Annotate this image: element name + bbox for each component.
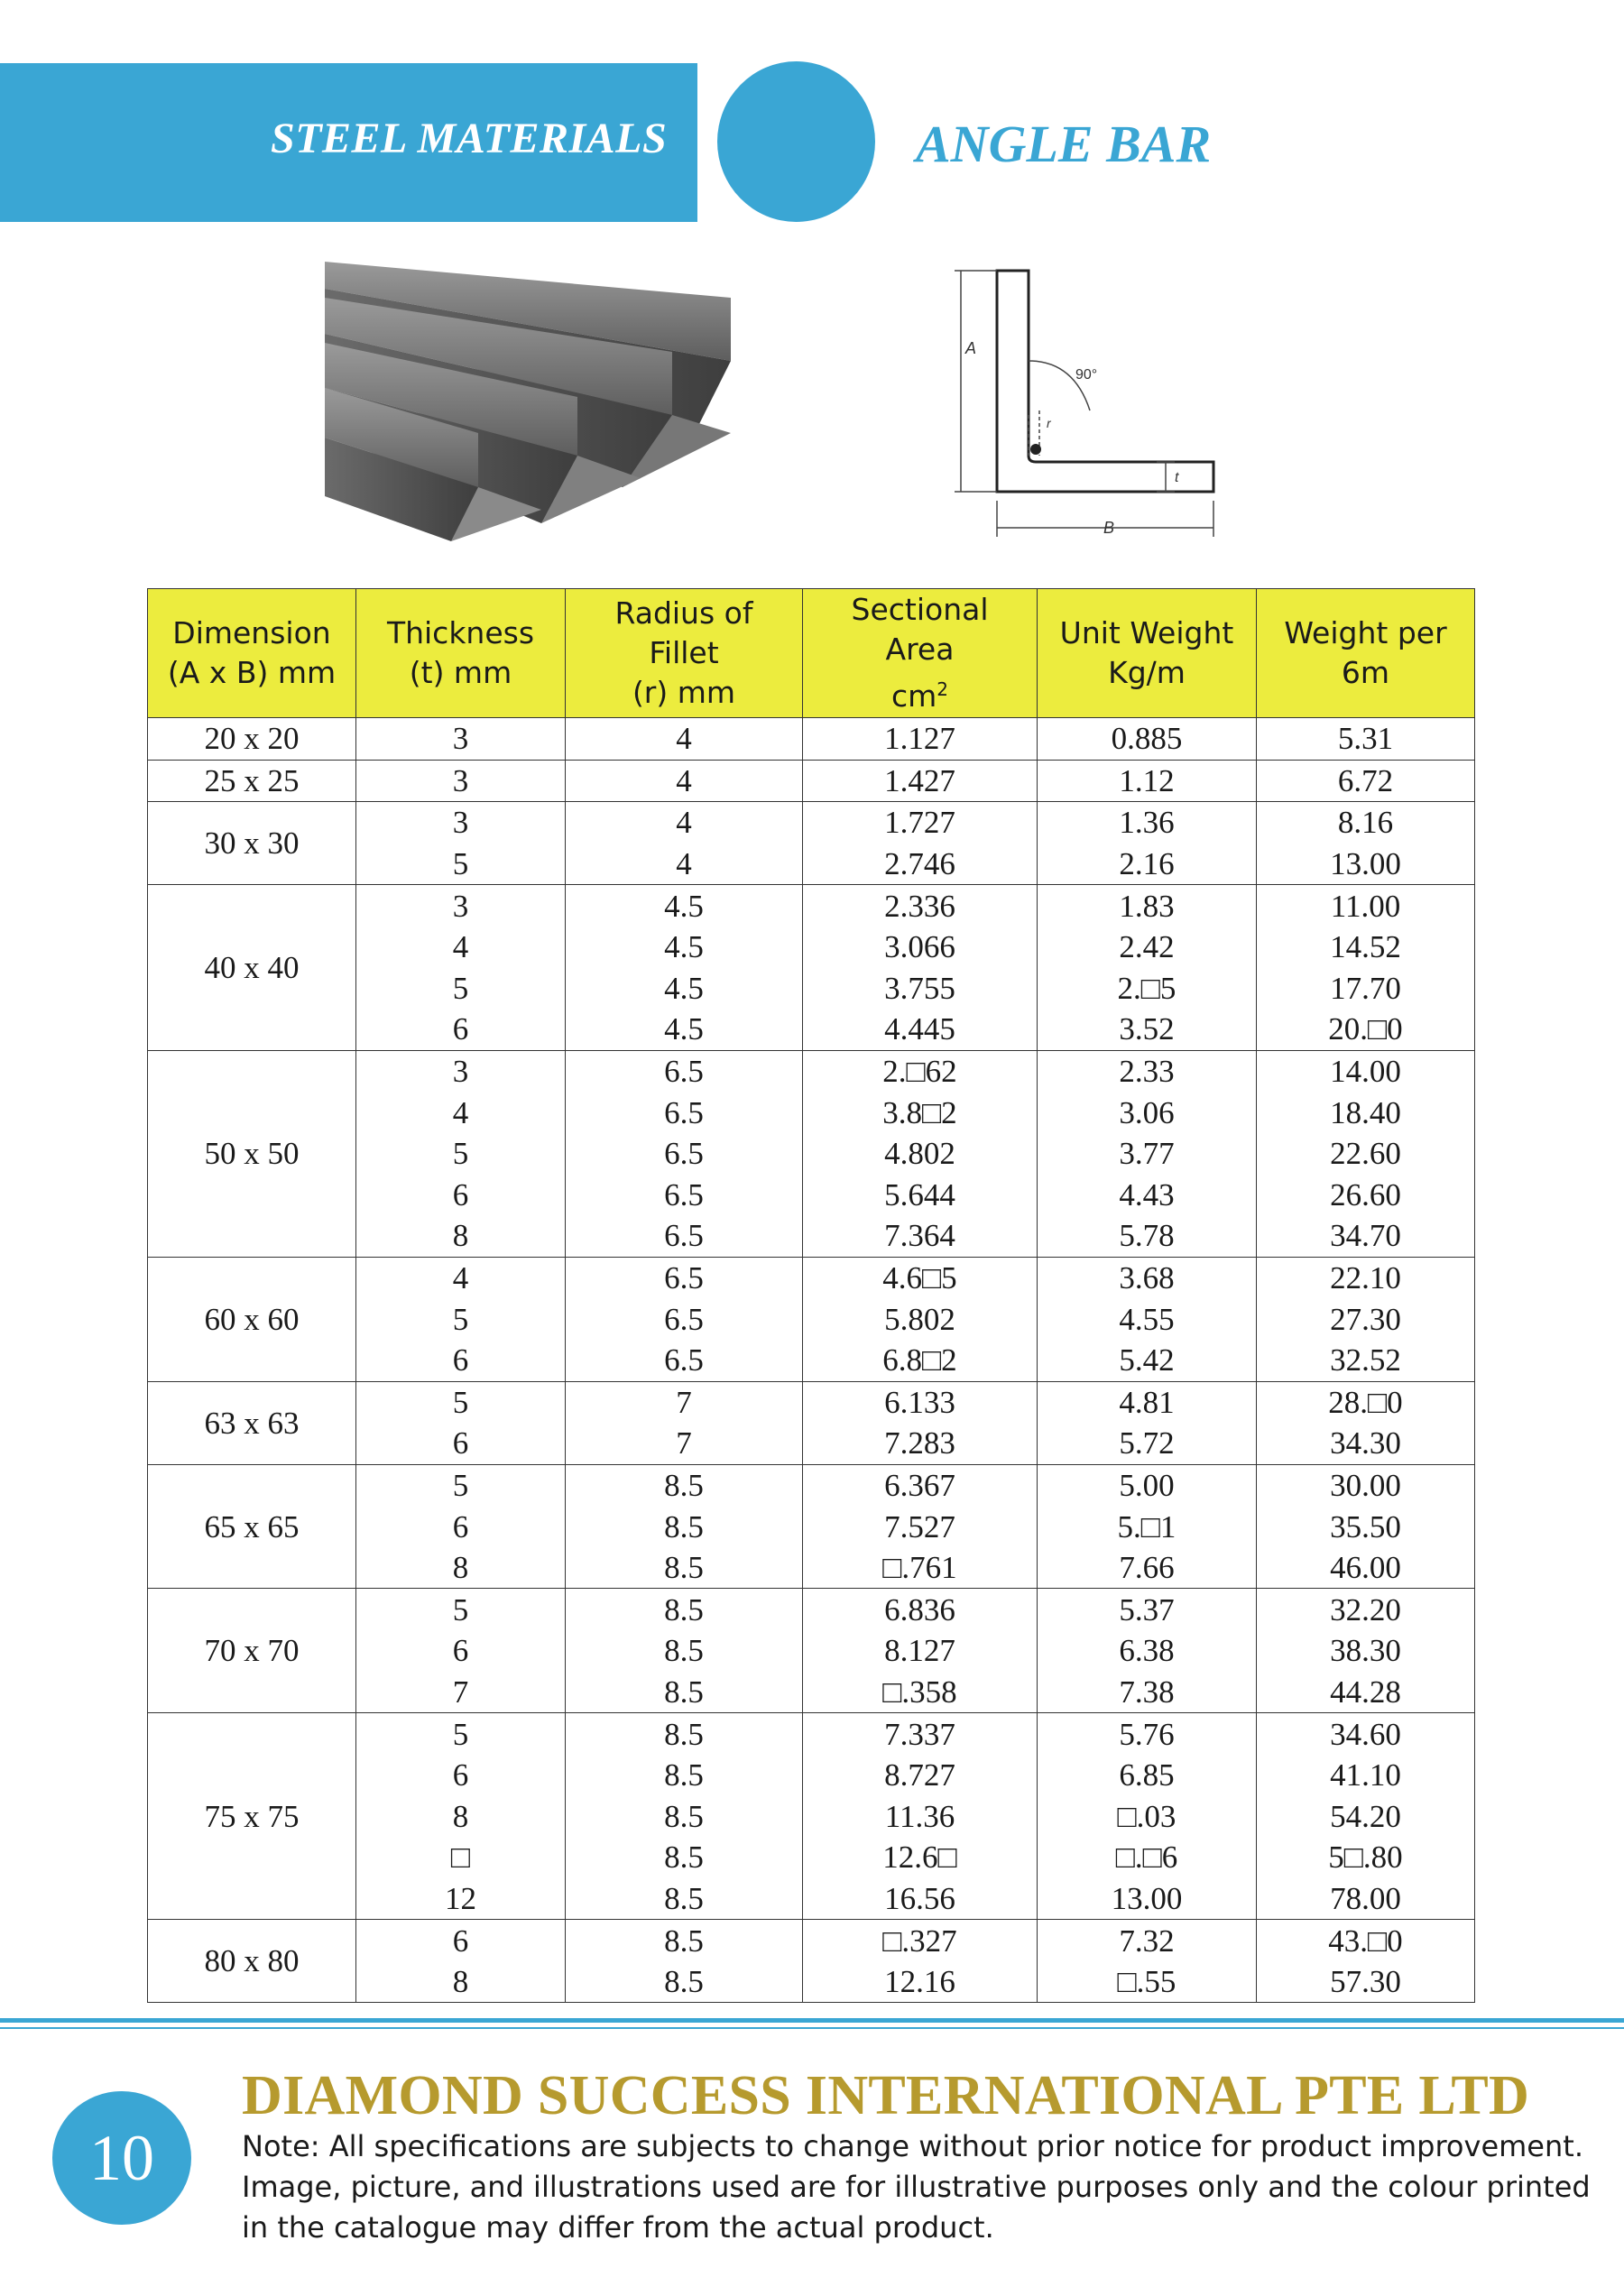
column-header <box>148 589 356 718</box>
table-cell: 5.37 <box>1038 1589 1257 1630</box>
table-row <box>148 885 1475 927</box>
table-cell: 5.76 <box>1038 1713 1257 1755</box>
table-cell: 7.283 <box>803 1423 1038 1464</box>
table-cell: 2.□5 <box>1038 968 1257 1010</box>
table-cell: 6.5 <box>566 1092 803 1133</box>
note-line: in the catalogue may differ from the actual product. <box>242 2210 994 2245</box>
table-cell: 3.066 <box>803 927 1038 968</box>
table-cell: 8.5 <box>566 1795 803 1837</box>
table-cell: 54.20 <box>1257 1795 1475 1837</box>
table-cell: 7 <box>356 1672 566 1713</box>
table-cell: 28.□0 <box>1257 1381 1475 1423</box>
table-cell: 43.□0 <box>1257 1920 1475 1961</box>
angle-bar-photo <box>316 253 740 541</box>
table-cell: 5.31 <box>1257 718 1475 761</box>
dimension-cell: 70 x 70 <box>148 1589 356 1713</box>
table-cell: 6 <box>356 1506 566 1547</box>
table-cell: 5 <box>356 1381 566 1423</box>
column-header-line: Fillet <box>649 635 719 670</box>
table-cell: 11.36 <box>803 1795 1038 1837</box>
page-title: ANGLE BAR <box>916 115 1212 173</box>
table-row <box>148 760 1475 802</box>
table-cell: 6.5 <box>566 1215 803 1257</box>
table-cell: 3.52 <box>1038 1009 1257 1050</box>
table-cell: 16.56 <box>803 1878 1038 1920</box>
column-header-line: Sectional <box>851 592 989 627</box>
table-cell: 4.55 <box>1038 1298 1257 1340</box>
column-header-line: Dimension <box>172 615 331 650</box>
table-cell: 2.336 <box>803 885 1038 927</box>
note-line: Note: All specifications are subjects to change without prior notice for product improvement. <box>242 2129 1583 2163</box>
table-cell: □.55 <box>1038 1961 1257 2003</box>
table-cell: 8.5 <box>566 1630 803 1672</box>
table-cell: 8.5 <box>566 1755 803 1796</box>
table-cell: 2.33 <box>1038 1050 1257 1092</box>
table-cell: 32.52 <box>1257 1340 1475 1381</box>
table-cell: 8.5 <box>566 1547 803 1589</box>
table-cell: 8 <box>356 1961 566 2003</box>
table-cell: 8.5 <box>566 1713 803 1755</box>
unit-superscript: 2 <box>937 678 949 700</box>
table-cell: 26.60 <box>1257 1175 1475 1216</box>
table-cell: 5.644 <box>803 1175 1038 1216</box>
table-cell: 4 <box>566 844 803 885</box>
dimension-cell: 75 x 75 <box>148 1713 356 1920</box>
column-header-line: Kg/m <box>1108 655 1186 690</box>
table-cell: 34.60 <box>1257 1713 1475 1755</box>
page-number: 10 <box>52 2091 191 2225</box>
table-cell: 3 <box>356 718 566 761</box>
table-cell: 8 <box>356 1547 566 1589</box>
table-cell: 34.30 <box>1257 1423 1475 1464</box>
column-header <box>1038 589 1257 718</box>
table-cell: 5 <box>356 1713 566 1755</box>
table-cell: 12.16 <box>803 1961 1038 2003</box>
table-cell: 7.32 <box>1038 1920 1257 1961</box>
table-body <box>148 718 1475 2003</box>
table-cell: 12.6□ <box>803 1837 1038 1878</box>
table-cell: 38.30 <box>1257 1630 1475 1672</box>
table-cell: 12 <box>356 1878 566 1920</box>
section-title: STEEL MATERIALS <box>271 115 668 162</box>
unit-text: cm <box>890 678 937 714</box>
table-cell: 14.00 <box>1257 1050 1475 1092</box>
table-cell: 6.85 <box>1038 1755 1257 1796</box>
column-header-line: Unit Weight <box>1059 615 1234 650</box>
table-cell: 41.10 <box>1257 1755 1475 1796</box>
table-row <box>148 1589 1475 1630</box>
table-cell: □.761 <box>803 1547 1038 1589</box>
column-header-line: 6m <box>1341 655 1390 690</box>
table-cell: 6.367 <box>803 1464 1038 1506</box>
table-row <box>148 1257 1475 1298</box>
dimension-cell: 25 x 25 <box>148 760 356 802</box>
table-cell: 6.72 <box>1257 760 1475 802</box>
table-cell: 5.72 <box>1038 1423 1257 1464</box>
table-cell: 8.5 <box>566 1672 803 1713</box>
table-cell: 5 <box>356 1298 566 1340</box>
table-cell: 5 <box>356 1133 566 1175</box>
dimension-cell: 30 x 30 <box>148 802 356 885</box>
table-cell: 6.5 <box>566 1257 803 1298</box>
label-b: B <box>1103 519 1115 537</box>
dimension-cell: 40 x 40 <box>148 885 356 1050</box>
table-cell: 6.5 <box>566 1050 803 1092</box>
dimension-cell: 60 x 60 <box>148 1257 356 1381</box>
table-cell: 2.□62 <box>803 1050 1038 1092</box>
table-cell: 6.5 <box>566 1298 803 1340</box>
table-cell: 8.5 <box>566 1961 803 2003</box>
label-a: A <box>965 339 977 357</box>
table-cell: 4.81 <box>1038 1381 1257 1423</box>
table-cell: 2.746 <box>803 844 1038 885</box>
table-cell: 20.□0 <box>1257 1009 1475 1050</box>
table-cell: □.□6 <box>1038 1837 1257 1878</box>
table-cell: 78.00 <box>1257 1878 1475 1920</box>
table-cell: 6 <box>356 1755 566 1796</box>
table-cell: 11.00 <box>1257 885 1475 927</box>
table-cell: 6 <box>356 1009 566 1050</box>
table-cell: 1.83 <box>1038 885 1257 927</box>
table-cell: □.327 <box>803 1920 1038 1961</box>
table-cell: 44.28 <box>1257 1672 1475 1713</box>
table-cell: 57.30 <box>1257 1961 1475 2003</box>
footer-divider <box>0 2018 1624 2023</box>
table-cell: 7.364 <box>803 1215 1038 1257</box>
column-header-line: Radius of <box>614 595 753 631</box>
table-cell: 6.8□2 <box>803 1340 1038 1381</box>
table-cell: 32.20 <box>1257 1589 1475 1630</box>
table-cell: 18.40 <box>1257 1092 1475 1133</box>
table-cell: 6 <box>356 1175 566 1216</box>
table-cell: □.358 <box>803 1672 1038 1713</box>
table-cell: 35.50 <box>1257 1506 1475 1547</box>
table-cell: 1.427 <box>803 760 1038 802</box>
table-cell: 5.00 <box>1038 1464 1257 1506</box>
dimension-cell: 65 x 65 <box>148 1464 356 1589</box>
table-cell: 5.42 <box>1038 1340 1257 1381</box>
table-cell: 5.78 <box>1038 1215 1257 1257</box>
table-cell: 5 <box>356 1589 566 1630</box>
label-angle: 90° <box>1075 367 1098 383</box>
table-cell: 3.06 <box>1038 1092 1257 1133</box>
column-header-line: Weight per <box>1284 615 1447 650</box>
table-cell: 30.00 <box>1257 1464 1475 1506</box>
table-cell: 3 <box>356 760 566 802</box>
table-cell: 6 <box>356 1630 566 1672</box>
column-header-line: (t) mm <box>409 655 512 690</box>
table-cell: 7 <box>566 1381 803 1423</box>
table-row <box>148 718 1475 761</box>
table-cell: 6.133 <box>803 1381 1038 1423</box>
table-cell: 4.802 <box>803 1133 1038 1175</box>
table-cell: 1.127 <box>803 718 1038 761</box>
table-cell: 4.5 <box>566 968 803 1010</box>
table-cell: 8.16 <box>1257 802 1475 844</box>
table-cell: 6.5 <box>566 1340 803 1381</box>
table-cell: 13.00 <box>1038 1878 1257 1920</box>
table-cell: 6 <box>356 1423 566 1464</box>
table-cell: 7.527 <box>803 1506 1038 1547</box>
table-row <box>148 1381 1475 1423</box>
column-header-line <box>808 669 1031 716</box>
table-cell: 6.38 <box>1038 1630 1257 1672</box>
table-cell: 34.70 <box>1257 1215 1475 1257</box>
table-cell: 4 <box>356 1092 566 1133</box>
dimension-cell: 80 x 80 <box>148 1920 356 2003</box>
table-cell: 27.30 <box>1257 1298 1475 1340</box>
table-cell: 8.127 <box>803 1630 1038 1672</box>
table-cell: 3 <box>356 802 566 844</box>
table-cell: 17.70 <box>1257 968 1475 1010</box>
table-cell: 8.5 <box>566 1837 803 1878</box>
table-cell: 3.77 <box>1038 1133 1257 1175</box>
table-cell: 5□.80 <box>1257 1837 1475 1878</box>
dimension-cell: 63 x 63 <box>148 1381 356 1464</box>
company-name: DIAMOND SUCCESS INTERNATIONAL PTE LTD <box>242 2065 1530 2126</box>
table-cell: 4.5 <box>566 927 803 968</box>
angle-bar-cross-section-diagram <box>938 253 1281 559</box>
table-cell: 13.00 <box>1257 844 1475 885</box>
table-cell: 6 <box>356 1920 566 1961</box>
table-cell: 14.52 <box>1257 927 1475 968</box>
dimension-cell: 50 x 50 <box>148 1050 356 1257</box>
table-cell: 6 <box>356 1340 566 1381</box>
column-header-line: (A x B) mm <box>167 655 337 690</box>
table-cell: 4.5 <box>566 885 803 927</box>
angle-bar-spec-table <box>147 588 1475 2003</box>
label-r: r <box>1047 416 1051 430</box>
table-cell: 5 <box>356 968 566 1010</box>
table-cell: 5.802 <box>803 1298 1038 1340</box>
table-cell: 8.727 <box>803 1755 1038 1796</box>
table-cell: 8.5 <box>566 1506 803 1547</box>
table-cell: 4.6□5 <box>803 1257 1038 1298</box>
table-cell: 4.445 <box>803 1009 1038 1050</box>
table-cell: 8.5 <box>566 1464 803 1506</box>
table-cell: 8.5 <box>566 1878 803 1920</box>
table-cell: 4.43 <box>1038 1175 1257 1216</box>
table-cell: 22.60 <box>1257 1133 1475 1175</box>
table-row <box>148 1050 1475 1092</box>
table-cell: 1.727 <box>803 802 1038 844</box>
table-cell: □ <box>356 1837 566 1878</box>
table-header-row <box>148 589 1475 718</box>
table-cell: 6.836 <box>803 1589 1038 1630</box>
table-cell: 4 <box>356 1257 566 1298</box>
column-header-line: Thickness <box>386 615 535 650</box>
header-circle <box>717 61 875 222</box>
table-cell: 3.755 <box>803 968 1038 1010</box>
table-cell: 7.337 <box>803 1713 1038 1755</box>
table-cell: 4.5 <box>566 1009 803 1050</box>
table-cell: 3.68 <box>1038 1257 1257 1298</box>
table-row <box>148 1713 1475 1755</box>
column-header <box>356 589 566 718</box>
table-cell: 8.5 <box>566 1589 803 1630</box>
table-cell: 8 <box>356 1215 566 1257</box>
table-cell: 2.16 <box>1038 844 1257 885</box>
table-cell: 46.00 <box>1257 1547 1475 1589</box>
table-cell: 8.5 <box>566 1920 803 1961</box>
table-cell: 3 <box>356 1050 566 1092</box>
table-cell: 8 <box>356 1795 566 1837</box>
table-row <box>148 802 1475 844</box>
table-cell: 7.66 <box>1038 1547 1257 1589</box>
table-cell: □.03 <box>1038 1795 1257 1837</box>
label-t: t <box>1175 470 1179 485</box>
column-header-line: Area <box>885 632 955 667</box>
table-cell: 7.38 <box>1038 1672 1257 1713</box>
table-cell: 1.12 <box>1038 760 1257 802</box>
table-cell: 6.5 <box>566 1175 803 1216</box>
disclaimer-note <box>242 2126 1595 2248</box>
column-header <box>1257 589 1475 718</box>
table-cell: 1.36 <box>1038 802 1257 844</box>
table-cell: 4 <box>566 718 803 761</box>
table-cell: 3.8□2 <box>803 1092 1038 1133</box>
table-cell: 5.□1 <box>1038 1506 1257 1547</box>
table-cell: 7 <box>566 1423 803 1464</box>
column-header <box>803 589 1038 718</box>
table-cell: 3 <box>356 885 566 927</box>
footer-divider-thin <box>0 2027 1624 2029</box>
column-header <box>566 589 803 718</box>
table-cell: 0.885 <box>1038 718 1257 761</box>
table-cell: 4 <box>566 802 803 844</box>
table-row <box>148 1464 1475 1506</box>
dimension-cell: 20 x 20 <box>148 718 356 761</box>
table-cell: 2.42 <box>1038 927 1257 968</box>
column-header-line: (r) mm <box>632 675 736 710</box>
table-cell: 22.10 <box>1257 1257 1475 1298</box>
table-cell: 5 <box>356 1464 566 1506</box>
table-row <box>148 1920 1475 1961</box>
table-cell: 6.5 <box>566 1133 803 1175</box>
table-cell: 4 <box>566 760 803 802</box>
note-line: Image, picture, and illustrations used are for illustrative purposes only and the colour printed <box>242 2170 1591 2204</box>
table-cell: 5 <box>356 844 566 885</box>
table-cell: 4 <box>356 927 566 968</box>
